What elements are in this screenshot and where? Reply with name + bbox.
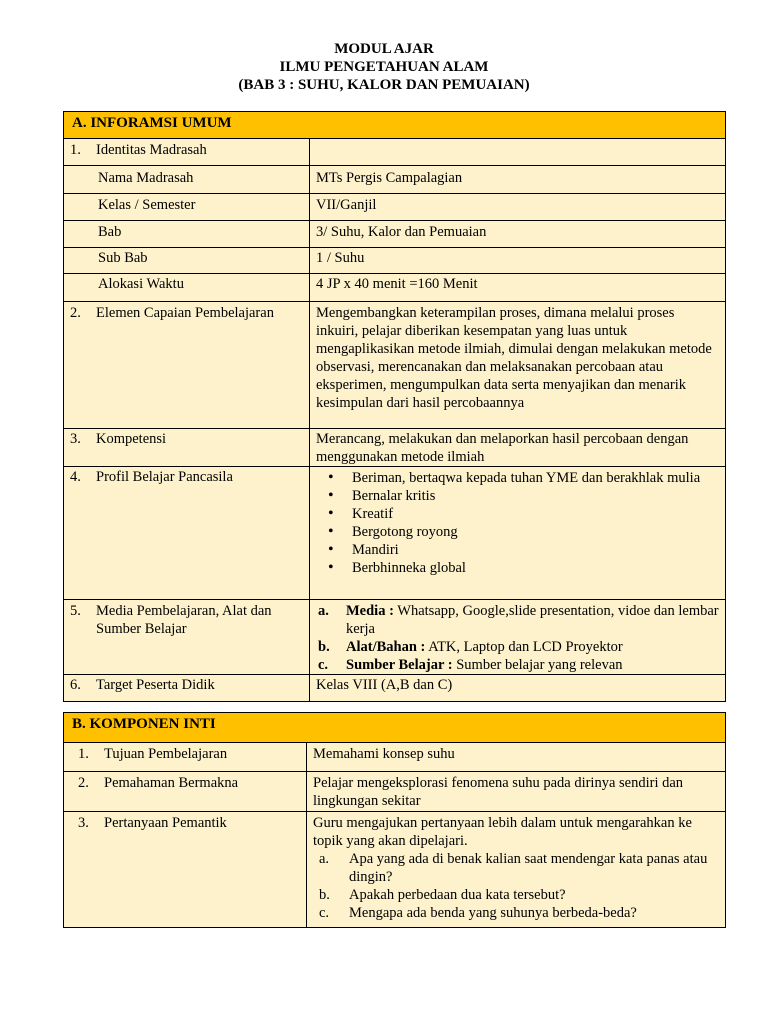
list-text: Apakah perbedaan dua kata tersebut? — [349, 887, 566, 903]
list-item: • Bernalar kritis — [316, 487, 719, 505]
list-text: ATK, Laptop dan LCD Proyektor — [425, 639, 623, 655]
table-row — [64, 194, 726, 221]
section-a-table — [63, 111, 726, 702]
row-value: VII/Ganjil — [310, 194, 726, 221]
table-row — [64, 743, 726, 772]
list-item — [313, 904, 719, 922]
row-number: 3. — [70, 431, 81, 447]
list-key: Sumber Belajar : — [346, 657, 453, 673]
list-item — [316, 602, 719, 638]
list-key: Media : — [346, 603, 394, 619]
table-row — [64, 139, 726, 166]
row-value — [310, 139, 726, 166]
section-b-header: B. KOMPONEN INTI — [64, 713, 726, 743]
section-b-table — [63, 712, 726, 928]
row-value: 3/ Suhu, Kalor dan Pemuaian — [310, 221, 726, 248]
row-label: Alokasi Waktu — [98, 276, 184, 292]
row-number: 4. — [70, 469, 81, 485]
row-value: MTs Pergis Campalagian — [310, 166, 726, 194]
row-label: Elemen Capaian Pembelajaran — [96, 305, 274, 321]
row-label: Sub Bab — [98, 250, 148, 266]
list-text: Mengapa ada benda yang suhunya berbeda-beda? — [349, 905, 637, 921]
list-item: • Berbhinneka global — [316, 559, 719, 577]
row-label: Tujuan Pembelajaran — [104, 746, 228, 762]
row-value: Pelajar mengeksplorasi fenomena suhu pada dirinya sendiri dan lingkungan sekitar — [307, 772, 726, 812]
row-label: Media Pembelajaran, Alat dan Sumber Belajar — [96, 603, 272, 637]
row-label: Profil Belajar Pancasila — [96, 469, 233, 485]
list-letter: b. — [319, 887, 330, 903]
list-letter: c. — [318, 657, 329, 673]
document-title — [0, 40, 768, 94]
title-line-1: MODUL AJAR — [334, 41, 434, 57]
list-text: Whatsapp, Google,slide presentation, vidoe dan lembar kerja — [346, 603, 719, 637]
list-key: Alat/Bahan : — [346, 639, 426, 655]
row-value: 1 / Suhu — [310, 248, 726, 274]
row-label: Bab — [98, 224, 122, 240]
media-list-cell — [310, 600, 726, 675]
table-row — [64, 248, 726, 274]
table-row — [64, 467, 726, 600]
table-row — [64, 812, 726, 928]
list-item: • Kreatif — [316, 505, 719, 523]
title-line-3: (BAB 3 : SUHU, KALOR DAN PEMUAIAN) — [238, 77, 530, 93]
list-item: • Beriman, bertaqwa kepada tuhan YME dan berakhlak mulia — [316, 469, 719, 487]
row-number: 1. — [70, 142, 81, 158]
row-number: 2. — [70, 305, 81, 321]
row-number: 3. — [78, 815, 89, 831]
list-item: • Mandiri — [316, 541, 719, 559]
list-text: Apa yang ada di benak kalian saat mendengar kata panas atau dingin? — [349, 851, 708, 885]
row-label: Identitas Madrasah — [96, 142, 207, 158]
row-number: 5. — [70, 603, 81, 619]
list-letter: b. — [318, 639, 330, 655]
table-row — [64, 675, 726, 702]
list-item — [313, 886, 719, 904]
pertanyaan-list — [313, 850, 719, 922]
table-row — [64, 274, 726, 302]
table-row — [64, 221, 726, 248]
row-number: 1. — [78, 746, 89, 762]
table-row — [64, 302, 726, 429]
list-letter: c. — [319, 905, 330, 921]
row-value: Merancang, melakukan dan melaporkan hasil percobaan dengan menggunakan metode ilmiah — [310, 429, 726, 467]
row-label: Target Peserta Didik — [96, 677, 215, 693]
row-label: Pemahaman Bermakna — [104, 775, 239, 791]
list-item: • Bergotong royong — [316, 523, 719, 541]
pertanyaan-intro: Guru mengajukan pertanyaan lebih dalam untuk mengarahkan ke topik yang akan dipelajari. — [313, 815, 692, 849]
section-a-header: A. INFORAMSI UMUM — [64, 112, 726, 139]
row-label: Pertanyaan Pemantik — [104, 815, 227, 831]
row-label: Kelas / Semester — [98, 197, 196, 213]
table-row — [64, 166, 726, 194]
list-item — [316, 656, 719, 674]
list-item — [316, 638, 719, 656]
profil-list-cell — [310, 467, 726, 600]
pertanyaan-cell — [307, 812, 726, 928]
profil-list — [316, 469, 719, 577]
list-letter: a. — [318, 603, 329, 619]
title-line-2: ILMU PENGETAHUAN ALAM — [279, 59, 489, 75]
row-value: Mengembangkan keterampilan proses, dimana melalui proses inkuiri, pelajar diberikan kesempatan yang luas untuk mengaplikasikan metode ilmiah, dimulai dengan melakukan metode observasi, merencanakan dan melaksanakan percobaan atau eksperimen, mengumpulkan data serta menyajikan dan menarik kesimpulan dari hasil percobaannya — [310, 302, 726, 429]
row-label: Kompetensi — [96, 431, 167, 447]
table-row — [64, 772, 726, 812]
row-number: 2. — [78, 775, 89, 791]
row-value: Memahami konsep suhu — [307, 743, 726, 772]
media-list — [316, 602, 719, 674]
row-number: 6. — [70, 677, 81, 693]
row-value: 4 JP x 40 menit =160 Menit — [310, 274, 726, 302]
list-text: Sumber belajar yang relevan — [452, 657, 623, 673]
list-letter: a. — [319, 851, 330, 867]
list-item — [313, 850, 719, 886]
row-label: Nama Madrasah — [98, 170, 194, 186]
table-row — [64, 429, 726, 467]
table-row — [64, 600, 726, 675]
row-value: Kelas VIII (A,B dan C) — [310, 675, 726, 702]
